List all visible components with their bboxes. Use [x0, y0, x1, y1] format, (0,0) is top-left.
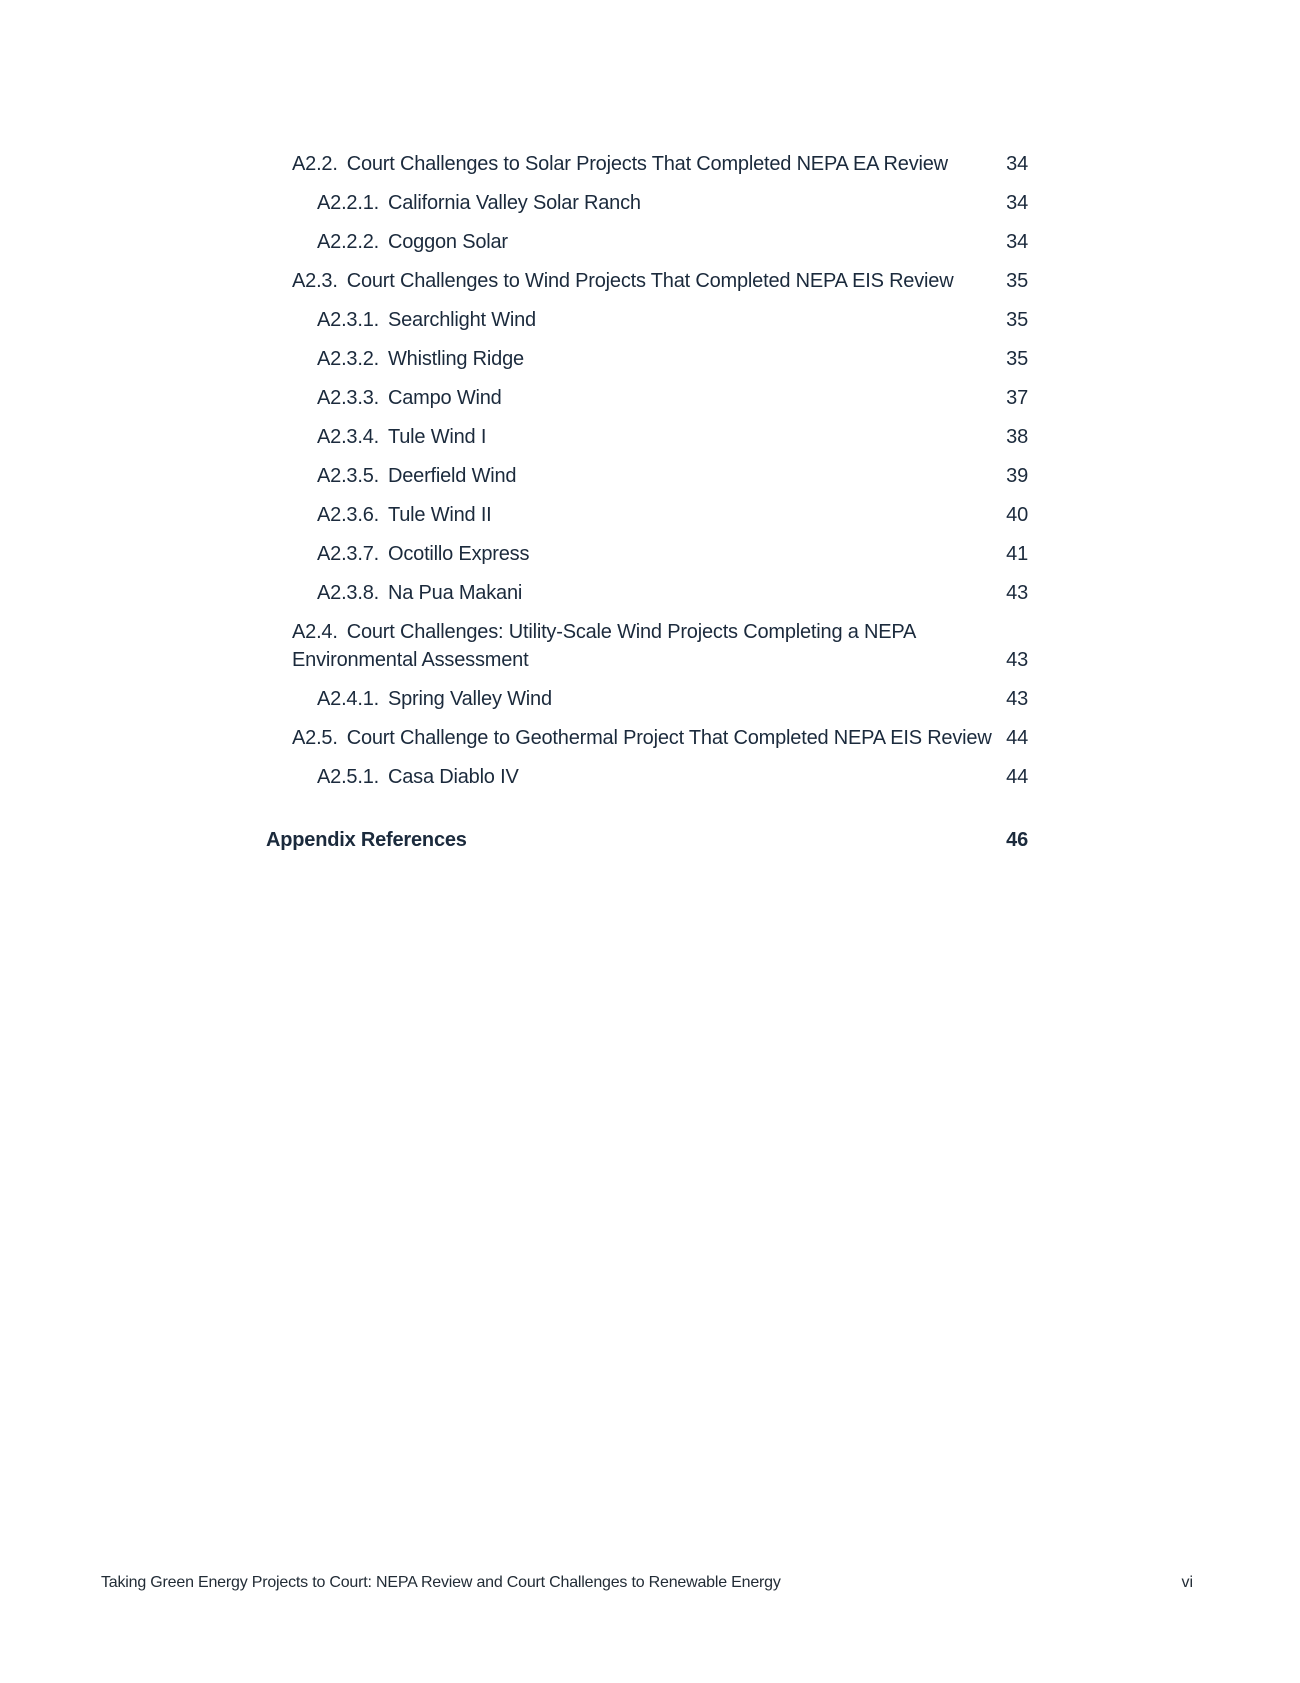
toc-entry-title: Coggon Solar: [387, 231, 508, 253]
toc-entry-page: 39: [1006, 465, 1028, 487]
toc-entry-page: 40: [1006, 504, 1028, 526]
toc-entry-label: [292, 618, 952, 674]
toc-entry-page: 44: [1006, 766, 1028, 788]
footer-document-title: Taking Green Energy Projects to Court: NEPA Review and Court Challenges to Renewable Energy: [101, 1574, 781, 1591]
toc-entry-label: [317, 501, 492, 529]
toc-entry-title: Ocotillo Express: [387, 543, 530, 565]
toc-entry-page: 34: [1006, 153, 1028, 175]
toc-entry-title: California Valley Solar Ranch: [387, 192, 641, 214]
toc-entry-title: Searchlight Wind: [387, 309, 536, 331]
toc-entry-page: 43: [1006, 688, 1028, 710]
toc-entry-number: A2.3.1.: [317, 309, 379, 331]
toc-entry-title: Court Challenge to Geothermal Project That Completed NEPA EIS Review: [346, 727, 992, 749]
toc-entry-number: A2.5.1.: [317, 766, 379, 788]
toc-entry-page: 38: [1006, 426, 1028, 448]
toc-entry-title: Whistling Ridge: [387, 348, 524, 370]
toc-entry-title: Casa Diablo IV: [387, 766, 519, 788]
toc-entry-number: A2.2.: [292, 153, 338, 175]
toc-entry-title: Court Challenges to Solar Projects That Completed NEPA EA Review: [346, 153, 948, 175]
toc-entry-number: A2.3.6.: [317, 504, 379, 526]
toc-entry-number: A2.4.1.: [317, 688, 379, 710]
toc-entry-page: 35: [1006, 270, 1028, 292]
toc-entry-label: [317, 540, 529, 568]
toc-entry-page: 37: [1006, 387, 1028, 409]
toc-entry-page: 46: [1006, 829, 1028, 851]
toc-entry-number: A2.4.: [292, 621, 338, 643]
toc-entry-page: 43: [1006, 649, 1028, 671]
toc-entry-page: 35: [1006, 348, 1028, 370]
toc-entry-page: 41: [1006, 543, 1028, 565]
toc-entry-label: [317, 384, 502, 412]
toc-entry-page: 35: [1006, 309, 1028, 331]
toc-entry-label: [317, 423, 486, 451]
toc-entry-title: Tule Wind I: [387, 426, 487, 448]
toc-entry-page: 34: [1006, 231, 1028, 253]
toc-entry-number: A2.3.7.: [317, 543, 379, 565]
toc-entry-title: Na Pua Makani: [387, 582, 523, 604]
toc-entry-label: [317, 763, 519, 791]
toc-entry-label: [317, 345, 524, 373]
toc-entry-number: A2.2.1.: [317, 192, 379, 214]
toc-entry-label: [292, 150, 948, 178]
footer-page-number: vi: [1181, 1574, 1193, 1591]
toc-entry-number: A2.3.2.: [317, 348, 379, 370]
toc-entry-number: A2.5.: [292, 727, 338, 749]
toc-entry-label: [317, 462, 516, 490]
toc-entry-page: 44: [1006, 727, 1028, 749]
toc-entry-number: A2.3.4.: [317, 426, 379, 448]
toc-entry-title: Court Challenges to Wind Projects That Completed NEPA EIS Review: [346, 270, 954, 292]
toc-entry-number: A2.2.2.: [317, 231, 379, 253]
toc-entry-title: Spring Valley Wind: [387, 688, 552, 710]
toc-entry-label: [317, 685, 552, 713]
toc-entry-title: Tule Wind II: [387, 504, 492, 526]
toc-entry-number: A2.3.: [292, 270, 338, 292]
toc-entry-label: [317, 189, 641, 217]
toc-entry-page: 43: [1006, 582, 1028, 604]
toc-entry-label: [317, 579, 522, 607]
toc-entry-number: A2.3.3.: [317, 387, 379, 409]
toc-entry-title: Campo Wind: [387, 387, 502, 409]
toc-entry-title: Appendix References: [266, 829, 467, 851]
toc-entry-label: [292, 267, 953, 295]
toc-entry-page: 34: [1006, 192, 1028, 214]
toc-entry-title: Deerfield Wind: [387, 465, 517, 487]
toc-entry-title: Court Challenges: Utility-Scale Wind Projects Completing a NEPA Environmental Assessment: [292, 621, 916, 671]
toc-entry-number: A2.3.5.: [317, 465, 379, 487]
toc-entry-number: A2.3.8.: [317, 582, 379, 604]
toc-entry-label: [317, 306, 536, 334]
toc-entry-label: [317, 228, 508, 256]
toc-entry-label: [292, 724, 992, 752]
